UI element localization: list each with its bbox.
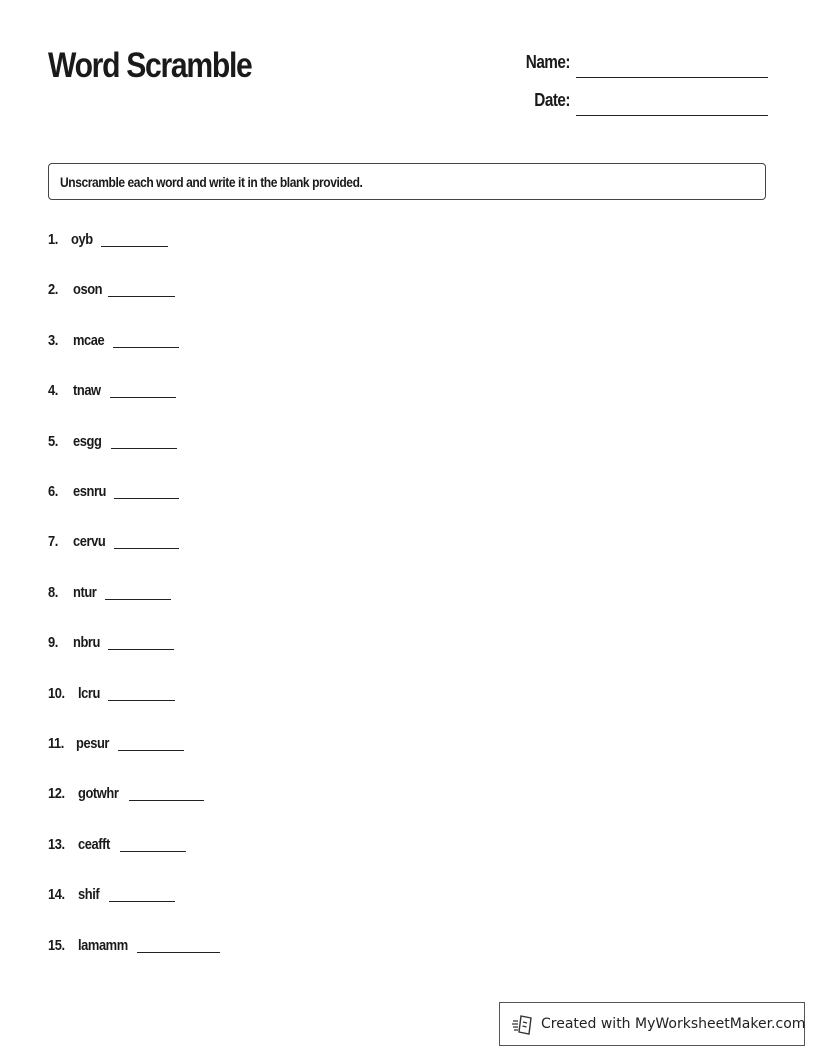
scrambled-word: oyb — [71, 231, 93, 248]
list-item — [0, 483, 400, 507]
scrambled-word: lamamm — [78, 936, 128, 954]
scrambled-word: cervu — [73, 533, 106, 551]
item-number: 15. — [48, 936, 65, 954]
list-item — [0, 231, 400, 255]
scrambled-word: ntur — [73, 583, 97, 601]
instructions-text: Unscramble each word and write it in the blank provided. — [60, 174, 363, 190]
item-number: 5. — [48, 432, 58, 450]
list-item — [0, 735, 400, 759]
name-field[interactable] — [576, 77, 768, 78]
answer-blank[interactable] — [111, 448, 177, 449]
answer-blank[interactable] — [137, 952, 220, 953]
list-item — [0, 634, 400, 658]
scrambled-word: oson — [73, 281, 103, 299]
scrambled-word: shif — [78, 886, 100, 904]
item-number: 4. — [48, 382, 58, 400]
scrambled-word: gotwhr — [78, 785, 119, 803]
list-item — [0, 332, 400, 356]
list-item — [0, 382, 400, 406]
name-label: Name: — [525, 52, 570, 72]
answer-blank[interactable] — [114, 498, 179, 499]
item-number: 7. — [48, 533, 58, 551]
item-number: 3. — [48, 331, 58, 349]
list-item — [0, 685, 400, 709]
date-label: Date: — [534, 90, 570, 110]
scrambled-word: nbru — [73, 634, 100, 652]
scrambled-word: lcru — [78, 684, 100, 702]
scrambled-word: tnaw — [73, 382, 101, 400]
answer-blank[interactable] — [114, 548, 179, 549]
date-field[interactable] — [576, 115, 768, 116]
list-item — [0, 433, 400, 457]
worksheet-maker-logo-icon — [512, 1015, 534, 1035]
answer-blank[interactable] — [108, 649, 174, 650]
item-number: 9. — [48, 634, 58, 652]
item-number: 1. — [48, 231, 58, 248]
scrambled-word: mcae — [73, 331, 105, 349]
answer-blank[interactable] — [113, 347, 179, 348]
scrambled-word: pesur — [76, 735, 109, 752]
list-item — [0, 836, 400, 860]
answer-blank[interactable] — [129, 800, 204, 801]
answer-blank[interactable] — [105, 599, 171, 600]
answer-blank[interactable] — [109, 901, 175, 902]
answer-blank[interactable] — [101, 246, 168, 247]
scrambled-word: esnru — [73, 483, 106, 500]
item-number: 12. — [48, 785, 65, 803]
answer-blank[interactable] — [120, 851, 186, 852]
scrambled-word: ceafft — [78, 835, 110, 853]
list-item — [0, 584, 400, 608]
item-number: 10. — [48, 684, 65, 702]
item-number: 11. — [48, 735, 64, 752]
list-item — [0, 281, 400, 305]
page-title: Word Scramble — [48, 46, 252, 85]
item-number: 8. — [48, 583, 58, 601]
footer-credit-badge[interactable] — [499, 1002, 805, 1046]
footer-credit-text: Created with MyWorksheetMaker.com — [541, 1016, 806, 1032]
list-item — [0, 533, 400, 557]
item-number: 14. — [48, 886, 65, 904]
list-item — [0, 886, 400, 910]
answer-blank[interactable] — [108, 700, 175, 701]
item-number: 13. — [48, 835, 65, 853]
answer-blank[interactable] — [110, 397, 176, 398]
item-number: 2. — [48, 281, 58, 299]
list-item — [0, 785, 400, 809]
item-number: 6. — [48, 483, 58, 500]
answer-blank[interactable] — [108, 296, 175, 297]
list-item — [0, 937, 400, 961]
instructions-box — [48, 163, 766, 200]
answer-blank[interactable] — [118, 750, 184, 751]
scrambled-word: esgg — [73, 432, 102, 450]
